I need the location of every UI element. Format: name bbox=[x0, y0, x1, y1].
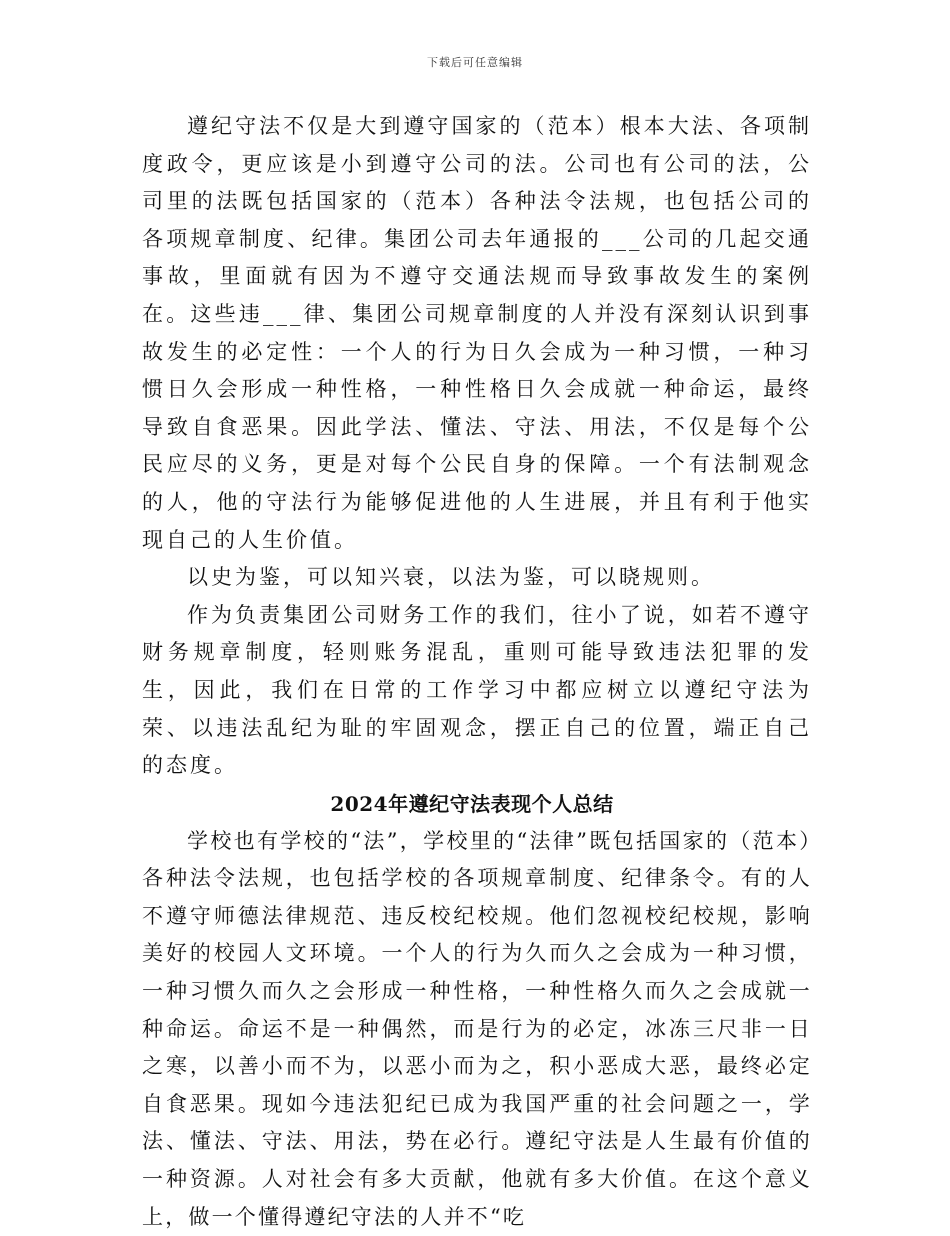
page-header-note: 下载后可任意编辑 bbox=[427, 56, 523, 69]
paragraph-observe-law: 遵纪守法不仅是大到遵守国家的（范本）根本大法、各项制度政令，更应该是小到遵守公司的法。公司也有公司的法，公司里的法既包括国家的（范本）各种法令法规，也包括公司的各项规章制度、纪律。集团公司去年通报的___公司的几起交通事故，里面就有因为不遵守交通法规而导致事故发生的案例在。这些违___律、集团公司规章制度的人并没有深刻认识到事故发生的必定性：一个人的行为日久会成为一种习惯，一种习惯日久会形成一种性格，一种性格日久会成就一种命运，最终导致自食恶果。因此学法、懂法、守法、用法，不仅是每个公民应尽的义务，更是对每个公民自身的保障。一个有法制观念的人，他的守法行为能够促进他的人生进展，并且有利于他实现自己的人生价值。 bbox=[142, 114, 812, 552]
paragraph-history-mirror: 以史为鉴，可以知兴衰，以法为鉴，可以晓规则。 bbox=[187, 565, 715, 590]
section-title: 2024年遵纪守法表现个人总结 bbox=[330, 791, 614, 816]
paragraph-finance-work: 作为负责集团公司财务工作的我们，往小了说，如若不遵守财务规章制度，轻则账务混乱，重则可能导致违法犯罪的发生，因此，我们在日常的工作学习中都应树立以遵纪守法为荣、以违法乱纪为耻的牢固观念，摆正自己的位置，端正自己的态度。 bbox=[142, 602, 812, 778]
paragraph-school-law: 学校也有学校的“法”，学校里的“法律”既包括国家的（范本）各种法令法规，也包括学校的各项规章制度、纪律条令。有的人不遵守师德法律规范、违反校纪校规。他们忽视校纪校规，影响美好的校园人文环境。一个人的行为久而久之会成为一种习惯，一种习惯久而久之会形成一种性格，一种性格久而久之会成就一种命运。命运不是一种偶然，而是行为的必定，冰冻三尺非一日之寒，以善小而不为，以恶小而为之，积小恶成大恶，最终必定自食恶果。现如今违法犯纪已成为我国严重的社会问题之一，学法、懂法、守法、用法，势在必行。遵纪守法是人生最有价值的一种资源。人对社会有多大贡献，他就有多大价值。在这个意义上，做一个懂得遵纪守法的人并不“吃 bbox=[142, 828, 812, 1229]
document-body bbox=[142, 108, 812, 1236]
